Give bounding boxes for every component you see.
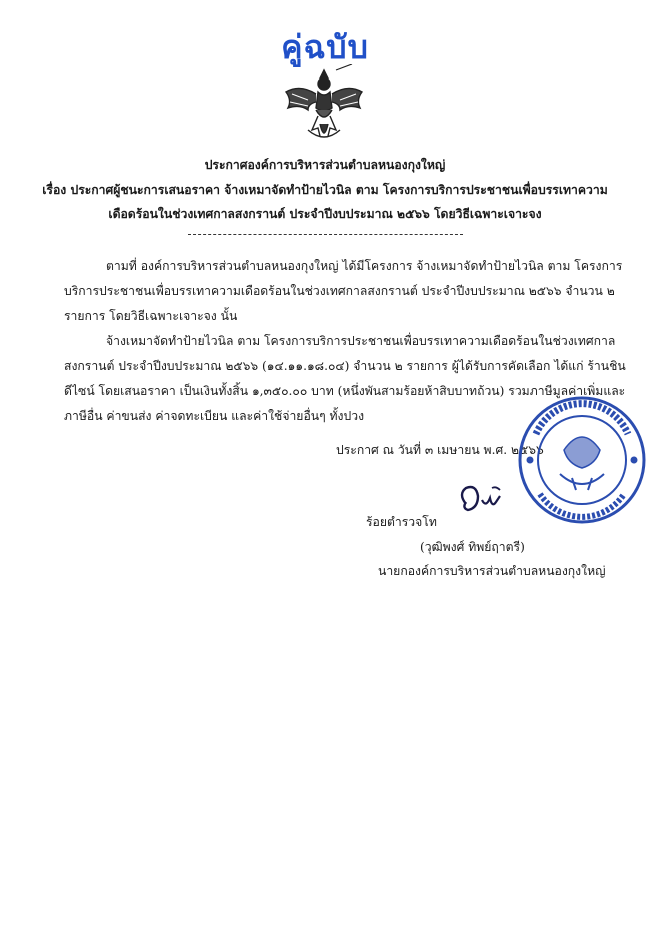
announcement-title: ประกาศองค์การบริหารส่วนตำบลหนองกุงใหญ่ [204, 158, 446, 172]
signer-name: (วุฒิพงศ์ ทิพย์ฤาตรี) [420, 540, 525, 554]
date-line: ประกาศ ณ วันที่ ๓ เมษายน พ.ศ. ๒๕๖๖ [336, 443, 544, 457]
copy-stamp-heading: คู่ฉบับ [281, 28, 369, 66]
divider [188, 234, 463, 235]
signer-rank: ร้อยตำรวจโท [366, 515, 437, 529]
paragraph-1-line-2: บริการประชาชนเพื่อบรรเทาความเดือดร้อนในช่วงเทศกาลสงกรานต์ ประจำปีงบประมาณ ๒๕๖๖ จำนวน ๒ [64, 284, 615, 298]
paragraph-2-line-2: สงกรานต์ ประจำปีงบประมาณ ๒๕๖๖ (๑๔.๑๑.๑๘.๐๔) จำนวน ๒ รายการ ผู้ได้รับการคัดเลือก ได้แก่ ร้านชิน [64, 359, 626, 373]
subject-line-1: เรื่อง ประกาศผู้ชนะการเสนอราคา จ้างเหมาจัดทำป้ายไวนิล ตาม โครงการบริการประชาชนเพื่อบรรเทาความ [42, 183, 608, 197]
signer-position: นายกองค์การบริหารส่วนตำบลหนองกุงใหญ่ [378, 564, 606, 578]
paragraph-2-line-4: ภาษีอื่น ค่าขนส่ง ค่าจดทะเบียน และค่าใช้จ่ายอื่นๆ ทั้งปวง [64, 409, 365, 423]
handwritten-signature [452, 478, 562, 528]
paragraph-2-line-3: ดีไซน์ โดยเสนอราคา เป็นเงินทั้งสิ้น ๑,๓๕๐.๐๐ บาท (หนึ่งพันสามร้อยห้าสิบบาทถ้วน) รวมภาษีมูลค่าเพิ่มและ [64, 384, 626, 398]
paragraph-1-line-1: ตามที่ องค์การบริหารส่วนตำบลหนองกุงใหญ่ ได้มีโครงการ จ้างเหมาจัดทำป้ายไวนิล ตาม โครงการ [106, 259, 623, 273]
paragraph-1-line-3: รายการ โดยวิธีเฉพาะเจาะจง นั้น [64, 309, 238, 323]
garuda-emblem-icon [278, 64, 370, 148]
subject-line-2: เดือดร้อนในช่วงเทศกาลสงกรานต์ ประจำปีงบประมาณ ๒๕๖๖ โดยวิธีเฉพาะเจาะจง [108, 207, 542, 221]
paragraph-2-line-1: จ้างเหมาจัดทำป้ายไวนิล ตาม โครงการบริการประชาชนเพื่อบรรเทาความเดือดร้อนในช่วงเทศกาล [106, 334, 616, 348]
